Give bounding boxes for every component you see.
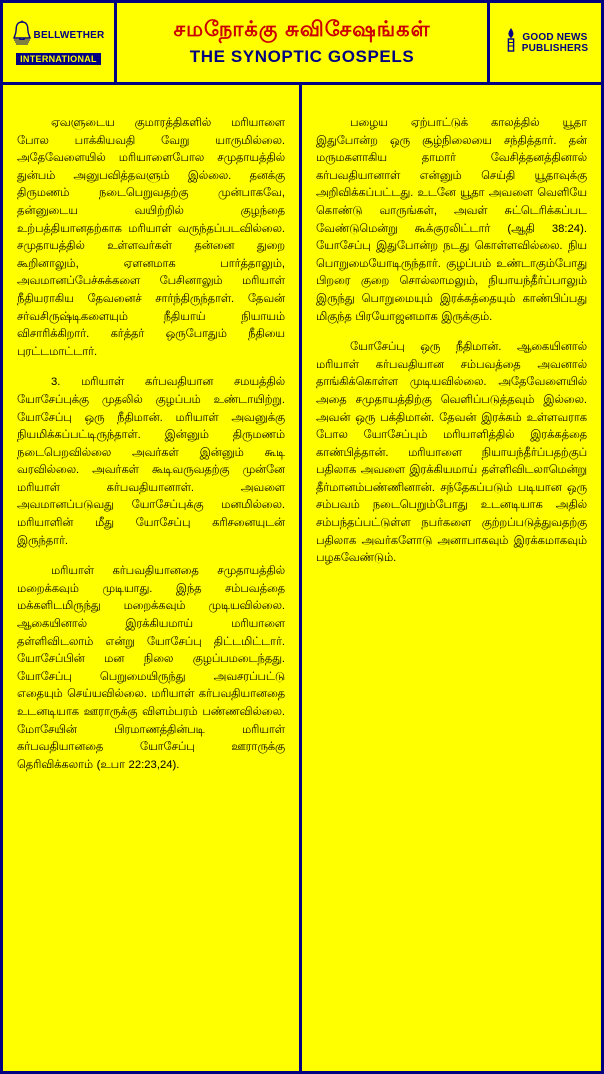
publisher-left-name bbox=[34, 30, 105, 41]
paragraph: பழைய ஏற்பாட்டுக் காலத்தில் யூதா இதுபோன்ற ஒரு சூழ்நிலையை சந்தித்தார். தன் மருமகளாகிய தாமார் வேசித்தனத்தினால் கர்பவதியானாள் என்னும் செய்தி யூதாவுக்கு அறிவிக்கப்பட்டது. உடனே யூதா அவளை வெளியே கொண்டு வாருங்கள், அவள் சுட்டெரிக்கப்பட வேண்டுமென்று கூக்குரலிட்டார் (ஆதி 38:24). யோசேப்பு இதுபோன்ற நடது கொள்ளவில்லை. நிய பொறுமையோடிருந்தார். குழப்பம் உண்டாகும்போது பிறரை குறை சொல்லாமலும், நியாயந்தீர்ப்பாலும் இருந்து பொறுமையும் இரக்கத்தையும் காண்பிப்பது மிகுந்த பிரயோஜனமாக இருக்கும். bbox=[316, 117, 587, 323]
column-left bbox=[3, 85, 302, 1071]
paragraph-numbered: 3. மரியாள் கர்பவதியான சமயத்தில் யோசேப்புக்கு முதலில் குழப்பம் உண்டாயிற்று. யோசேப்பு ஒரு நீதிமான். மரியாள் அவனுக்கு நியமிக்கப்பட்டிருந்தாள். இன்னும் திருமணம் நடைபெறவில்லை அவர்கள் இன்னும் கூடி வரவில்லை. அவர்கள் கூடிவருவதற்கு முன்னே மரியாள் கர்பவதியானாள். அவளை அவமானப்படுவது யோசேப்புக்கு மனமில்லை. மரியாளின் மீது யோசேப்பு கரிசனையுடன் இருந்தார். bbox=[17, 376, 285, 547]
publisher-right-name bbox=[522, 32, 588, 54]
page-header bbox=[3, 3, 601, 85]
paragraph: ஏவளுடைய குமாரத்திகளில் மரியாளை போல பாக்கியவதி வேறு யாருமில்லை. அதேவேளையில் மரியாளைபோல சமுதாயத்தில் துன்பம் அனுபவித்தவளும் இல்லை. தனக்கு திருமணம் நடைபெறுவதற்கு முன்பாகவே, தன்னுடைய வயிற்றில் குழந்தை உற்பத்தியானதற்காக மரியாள் வருந்தப்படவில்லை. சமுதாயத்தில் உள்ளவர்கள் தன்னை துறை கூறினாலும், ஏளனமாக பார்த்தாலும், அவமானப்பேச்சுக்களை பேசினாலும் மரியாள் நீதியராகிய தேவனைச் சார்ந்திருந்தாள். தேவன் சர்வசிருஷ்டிகளையும் நீதியாய் நியாயம் விசாரிக்கிறார். கர்த்தர் ஒருபோதும் நீதியை புரட்டமாட்டார். bbox=[17, 117, 285, 358]
paragraph: யோசேப்பு ஒரு நீதிமான். ஆகையினால் மரியாள் கர்பவதியான சம்பவத்தை அவனால் தாங்கிக்கொள்ள முடியவில்லை. அதேவேளையில் அதை சமுதாயத்திற்கு வெளிப்படுத்தவும் இல்லை. அவன் ஒரு பக்திமான். தேவன் இரக்கம் உள்ளவராக போல யோசேப்பும் மரியாளித்தில் இரக்கத்தை காண்பித்தான். மரியாளை நியாயந்தீர்ப்பதற்குப் பதிலாக அவளை இரக்கியமாய் தள்ளிவிடலாமென்று தீர்மானம்பண்ணினான். சந்தேகப்படும் படியான ஒரு சம்பவம் நடைபெறும்போது உடனடியாக அதில் சம்பந்தப்பட்டுள்ள நபர்களை குற்றப்படுத்துவதற்கு பதிலாக அவர்களோடு அனாபாகவும் இரக்கமாகவும் பழகவேண்டும். bbox=[316, 341, 587, 565]
torch-icon bbox=[503, 27, 519, 58]
publisher-logo-right bbox=[487, 3, 601, 82]
bell-icon bbox=[13, 20, 31, 51]
column-right bbox=[302, 85, 601, 1071]
publisher-logo-left bbox=[3, 3, 117, 82]
page-title-english: THE SYNOPTIC GOSPELS bbox=[189, 47, 415, 66]
paragraph: மரியாள் கர்பவதியானதை சமுதாயத்தில் மறைக்கவும் முடியாது. இந்த சம்பவத்தை மக்களிடமிருந்து மறைக்கவும் முடியவில்லை. ஆகையினால் இரக்கியமாய் மரியாளை தள்ளிவிடலாம் என்று யோசேப்பு திட்டமிட்டார். யோசேப்பின் மன நிலை குழப்பமடைந்தது. யோசேப்பு பெறுமையிருந்து அவசரப்பட்டு எதையும் செய்யவில்லை. மரியாள் கர்பவதியானதை உடனடியாக ஊராருக்கு விளம்பரம் பண்ணவில்லை. மோசேயின் பிரமாணத்தின்படி மரியாள் கர்பவதியானதை யோசேப்பு ஊராருக்கு தெரிவிக்கலாம் (உபா 22:23,24). bbox=[17, 565, 285, 771]
publisher-left-line1: BELLWETHER bbox=[33, 30, 105, 41]
title-block bbox=[117, 3, 487, 82]
page-title-tamil: சமநோக்கு சுவிசேஷங்கள் bbox=[173, 18, 431, 41]
publisher-left-line2: INTERNATIONAL bbox=[16, 53, 101, 65]
article-body bbox=[3, 85, 601, 1071]
publisher-right-line1: GOOD NEWS bbox=[522, 31, 588, 43]
publisher-right-line2: PUBLISHERS bbox=[521, 42, 589, 54]
